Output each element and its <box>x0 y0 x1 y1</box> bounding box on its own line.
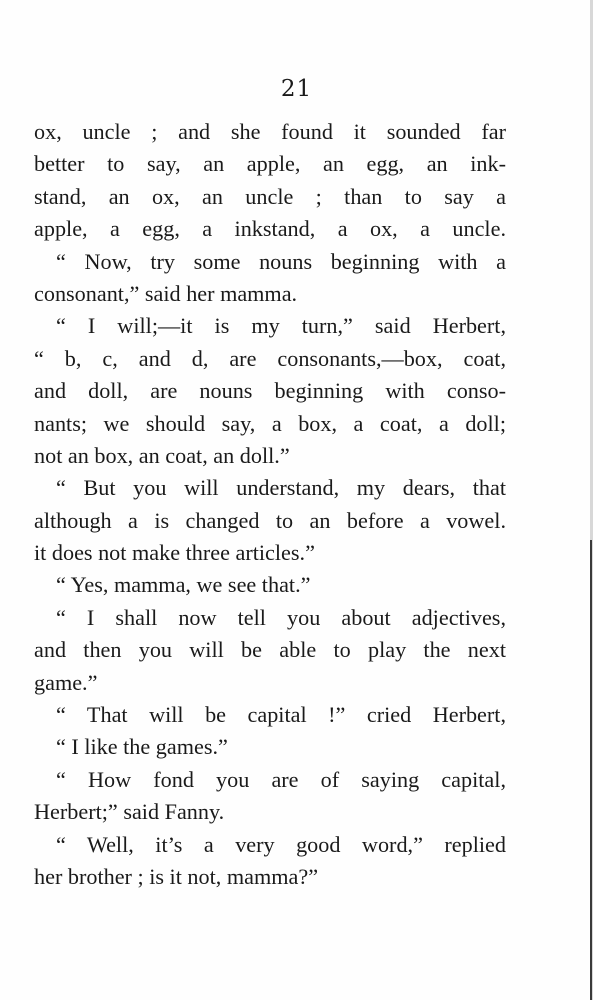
text-line: although a is changed to an before a vowel. <box>34 507 506 533</box>
text-line: “ b, c, and d, are consonants,—box, coat, <box>34 345 506 371</box>
text-line: “ That will be capital !” cried Herbert, <box>56 702 506 728</box>
text-line: “ I like the games.” <box>56 734 228 760</box>
page-edge-shadow <box>590 540 592 1000</box>
text-line: ox, uncle ; and she found it sounded far <box>34 119 506 144</box>
text-line: game.” <box>34 669 98 695</box>
text-line: not an box, an coat, an doll.” <box>34 442 290 468</box>
text-line: Herbert;” said Fanny. <box>34 799 225 825</box>
text-line: nants; we should say, a box, a coat, a doll; <box>34 410 506 436</box>
text-line: consonant,” said her mamma. <box>34 280 298 306</box>
text-line: “ Well, it’s a very good word,” replied <box>56 831 506 857</box>
text-line: “ I will;—it is my turn,” said Herbert, <box>56 313 506 339</box>
text-line: “ But you will understand, my dears, that <box>56 475 506 501</box>
text-line: stand, an ox, an uncle ; than to say a <box>34 183 506 209</box>
text-line: it does not make three articles.” <box>34 540 315 566</box>
text-line: her brother ; is it not, mamma?” <box>34 863 319 889</box>
text-line: “ Now, try some nouns beginning with a <box>56 248 506 274</box>
text-line: apple, a egg, a inkstand, a ox, a uncle. <box>34 216 506 242</box>
text-line: “ Yes, mamma, we see that.” <box>56 572 311 598</box>
text-line: “ How fond you are of saying capital, <box>56 766 506 792</box>
text-line: better to say, an apple, an egg, an ink- <box>34 151 506 177</box>
text-line: and then you will be able to play the next <box>34 637 506 663</box>
text-line: and doll, are nouns beginning with conso- <box>34 378 506 404</box>
page-number: 21 <box>280 76 313 102</box>
body-text <box>34 116 506 893</box>
text-line: “ I shall now tell you about adjectives, <box>56 604 506 630</box>
